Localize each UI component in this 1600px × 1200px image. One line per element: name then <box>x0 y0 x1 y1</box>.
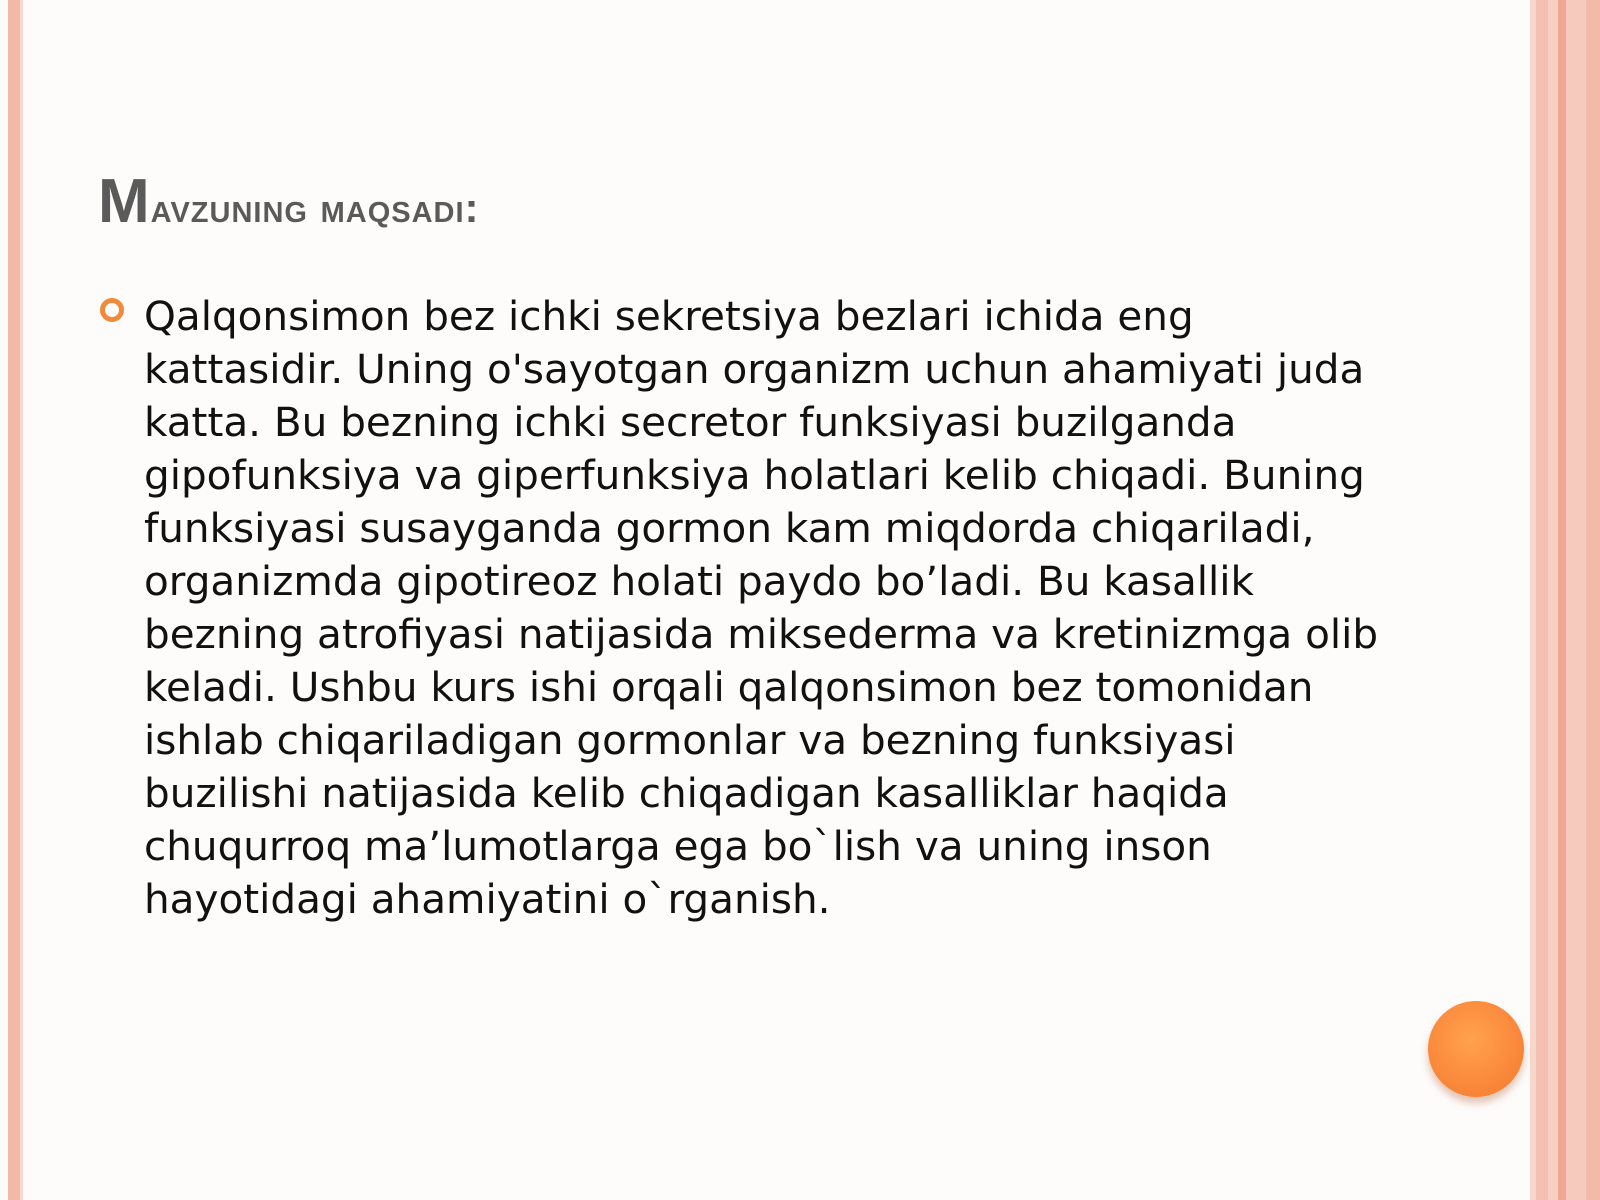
slide-title-rest: avzuning maqsadi: <box>150 184 480 231</box>
right-border-band <box>1548 0 1558 1200</box>
slide-title-initial: M <box>98 167 151 236</box>
bullet-list <box>96 290 1396 926</box>
orange-circle-decoration-icon <box>1428 1001 1524 1097</box>
right-border-band <box>1566 0 1586 1200</box>
left-border-stripe-inner <box>20 0 23 1200</box>
left-border-stripe <box>8 0 20 1200</box>
right-border-band <box>1536 0 1548 1200</box>
bullet-item <box>96 290 1396 926</box>
right-border-band <box>1558 0 1566 1200</box>
bullet-text: Qalqonsimon bez ichki sekretsiya bezlari ichida eng kattasidir. Uning o'sayotgan organizm uchun ahamiyati juda katta. Bu bezning ichki secretor funksiyasi buzilganda gipofunksiya va giperfunksiya holatlari kelib chiqadi. Buning funksiyasi susayganda gormon kam miqdorda chiqariladi, organizmda gipotireoz holati paydo bo’ladi. Bu kasallik bezning atrofiyasi natijasida miksederma va kretinizmga olib keladi. Ushbu kurs ishi orqali qalqonsimon bez tomonidan ishlab chiqariladigan gormonlar va bezning funksiyasi buzilishi natijasida kelib chiqadigan kasalliklar haqida chuqurroq ma’lumotlarga ega bo`lish va uning inson hayotidagi ahamiyatini o`rganish. <box>144 292 1379 923</box>
right-border-band <box>1586 0 1600 1200</box>
hollow-circle-bullet-icon <box>100 298 124 322</box>
slide-title <box>98 166 480 237</box>
